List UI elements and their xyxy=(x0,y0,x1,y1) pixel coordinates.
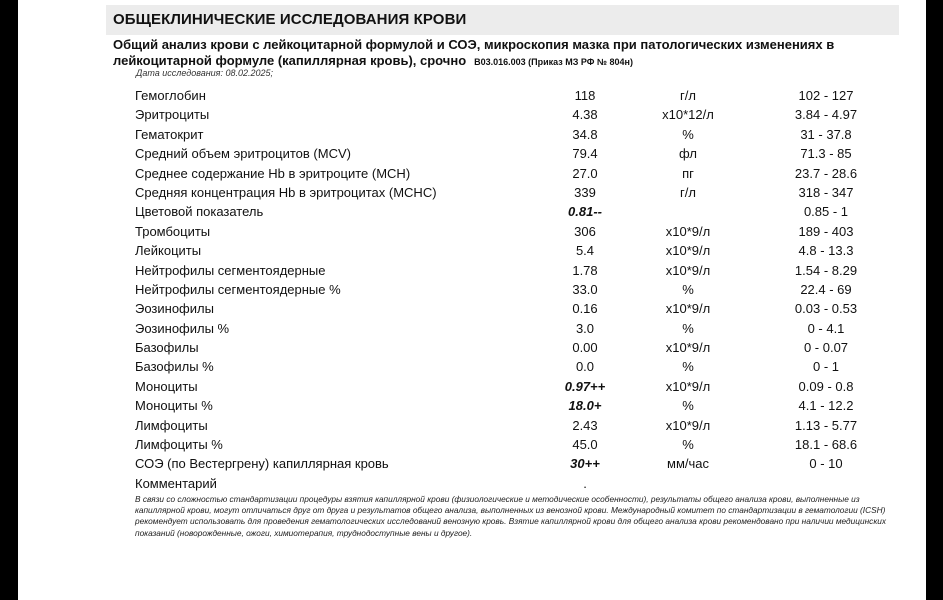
result-row xyxy=(18,183,926,202)
result-unit: % xyxy=(682,281,694,297)
result-unit: % xyxy=(682,437,694,453)
result-reference: 4.8 - 13.3 xyxy=(798,243,854,259)
result-value: 0.97++ xyxy=(564,378,606,394)
result-row xyxy=(18,86,926,105)
result-row xyxy=(18,241,926,260)
result-reference: 0.09 - 0.8 xyxy=(798,378,854,394)
result-name: Эритроциты xyxy=(135,107,210,123)
section-header xyxy=(106,5,899,35)
result-value: 3.0 xyxy=(575,320,595,336)
result-name: Средняя концентрация Hb в эритроцитах (MCHC) xyxy=(135,184,437,200)
result-value: 27.0 xyxy=(572,165,598,181)
result-value: 306 xyxy=(574,223,596,239)
result-unit: х10*9/л xyxy=(665,223,711,239)
result-value: 0.81-- xyxy=(568,204,602,220)
result-row xyxy=(18,474,926,493)
result-name: Эозинофилы % xyxy=(135,320,230,336)
result-unit: г/л xyxy=(680,88,696,103)
result-reference: 31 - 37.8 xyxy=(800,126,852,142)
study-date: Дата исследования: 08.02.2025; xyxy=(136,68,274,78)
result-row xyxy=(18,319,926,338)
result-row xyxy=(18,416,926,435)
result-unit: г/л xyxy=(680,184,696,200)
result-value: 0.00 xyxy=(572,340,598,356)
result-value: 30++ xyxy=(570,456,600,472)
result-reference: 71.3 - 85 xyxy=(800,146,852,162)
result-row xyxy=(18,144,926,163)
result-name: Цветовой показатель xyxy=(135,204,264,220)
result-row xyxy=(18,164,926,183)
result-reference: 0 - 10 xyxy=(809,456,843,472)
result-row xyxy=(18,299,926,318)
result-value: 2.43 xyxy=(572,417,598,433)
result-name: Гемоглобин xyxy=(135,88,206,103)
result-reference: 0 - 0.07 xyxy=(803,340,849,356)
result-unit: х10*12/л xyxy=(662,107,714,123)
result-value: 118 xyxy=(574,88,596,103)
result-reference: 0 - 4.1 xyxy=(807,320,845,336)
result-row xyxy=(18,105,926,124)
result-reference: 0 - 1 xyxy=(812,359,839,375)
result-unit: х10*9/л xyxy=(665,378,711,394)
result-name: Лимфоциты xyxy=(135,417,208,433)
result-value: 34.8 xyxy=(572,126,598,142)
result-reference: 318 - 347 xyxy=(798,184,854,200)
result-reference: 0.85 - 1 xyxy=(803,204,849,220)
result-unit: % xyxy=(682,320,694,336)
result-row xyxy=(18,280,926,299)
result-value: 33.0 xyxy=(572,281,598,297)
section-title: ОБЩЕКЛИНИЧЕСКИЕ ИССЛЕДОВАНИЯ КРОВИ xyxy=(113,11,467,28)
result-value: 79.4 xyxy=(572,146,598,162)
result-reference: 22.4 - 69 xyxy=(800,281,852,297)
result-name: Нейтрофилы сегментоядерные xyxy=(135,262,326,278)
result-row xyxy=(18,396,926,415)
result-row xyxy=(18,377,926,396)
result-name: Лимфоциты % xyxy=(135,437,223,453)
result-reference: 102 - 127 xyxy=(798,88,854,103)
result-unit: х10*9/л xyxy=(665,243,711,259)
disclaimer-note: В связи со сложностью стандартизации процедуры взятия капиллярной крови (физиологические и методические особенности), результаты общего анализа крови, выполненные из капиллярной крови, могут отличаться друг от друга и результатов общего анализа, выполненных из венозной крови. Международный комитет по стандартизации в гематологии (ICSH) рекомендует использовать для проведения гематологических исследований венозную кровь. Взятие капиллярной крови для общего анализа крови рекомендовано при наличии медицинских показаний (новорожденные, ожоги, химиотерапия, труднодоступные вены и другое). xyxy=(135,494,887,538)
result-unit: пг xyxy=(682,165,694,181)
result-value: 18.0+ xyxy=(568,398,602,414)
result-row xyxy=(18,222,926,241)
result-reference: 0.03 - 0.53 xyxy=(794,301,858,317)
result-row xyxy=(18,125,926,144)
result-name: Средний объем эритроцитов (MCV) xyxy=(135,146,351,162)
result-row xyxy=(18,435,926,454)
result-row xyxy=(18,261,926,280)
result-name: Нейтрофилы сегментоядерные % xyxy=(135,281,341,297)
result-reference: 4.1 - 12.2 xyxy=(798,398,854,414)
result-reference: 1.54 - 8.29 xyxy=(794,262,858,278)
result-unit: % xyxy=(682,126,694,142)
result-value: 4.38 xyxy=(572,107,598,123)
result-unit: х10*9/л xyxy=(665,340,711,356)
test-description xyxy=(113,37,903,70)
result-row xyxy=(18,357,926,376)
result-reference: 23.7 - 28.6 xyxy=(794,165,858,181)
result-name: Гематокрит xyxy=(135,126,204,142)
test-code: B03.016.003 (Приказ МЗ РФ № 804н) xyxy=(474,57,633,67)
result-row xyxy=(18,338,926,357)
result-value: 45.0 xyxy=(572,437,598,453)
result-value: . xyxy=(583,475,587,491)
result-name: Моноциты % xyxy=(135,398,213,414)
result-name: СОЭ (по Вестергрену) капиллярная кровь xyxy=(135,456,389,472)
test-name: Общий анализ крови с лейкоцитарной формулой и СОЭ, микроскопия мазка при патологических изменениях в лейкоцитарной формуле (капиллярная кровь), срочно xyxy=(113,37,835,68)
result-name: Лейкоциты xyxy=(135,243,202,259)
result-reference: 3.84 - 4.97 xyxy=(794,107,858,123)
result-name: Моноциты xyxy=(135,378,198,394)
result-reference: 1.13 - 5.77 xyxy=(794,417,858,433)
result-row xyxy=(18,202,926,221)
result-unit: х10*9/л xyxy=(665,301,711,317)
result-row xyxy=(18,454,926,473)
result-unit: мм/час xyxy=(667,456,709,472)
result-name: Среднее содержание Hb в эритроците (MCH) xyxy=(135,165,411,181)
result-value: 339 xyxy=(574,184,596,200)
results-table xyxy=(18,86,926,493)
result-name: Комментарий xyxy=(135,475,217,491)
result-unit: % xyxy=(682,359,694,375)
result-value: 0.0 xyxy=(575,359,595,375)
report-page xyxy=(18,0,926,600)
result-name: Тромбоциты xyxy=(135,223,211,239)
result-unit: % xyxy=(682,398,694,414)
result-reference: 18.1 - 68.6 xyxy=(794,437,858,453)
result-value: 0.16 xyxy=(572,301,598,317)
result-unit: х10*9/л xyxy=(665,417,711,433)
result-unit: х10*9/л xyxy=(665,262,711,278)
result-value: 1.78 xyxy=(572,262,598,278)
result-name: Базофилы % xyxy=(135,359,214,375)
result-name: Эозинофилы xyxy=(135,301,214,317)
result-value: 5.4 xyxy=(575,243,595,259)
result-name: Базофилы xyxy=(135,340,199,356)
result-reference: 189 - 403 xyxy=(798,223,854,239)
result-unit: фл xyxy=(679,146,697,162)
